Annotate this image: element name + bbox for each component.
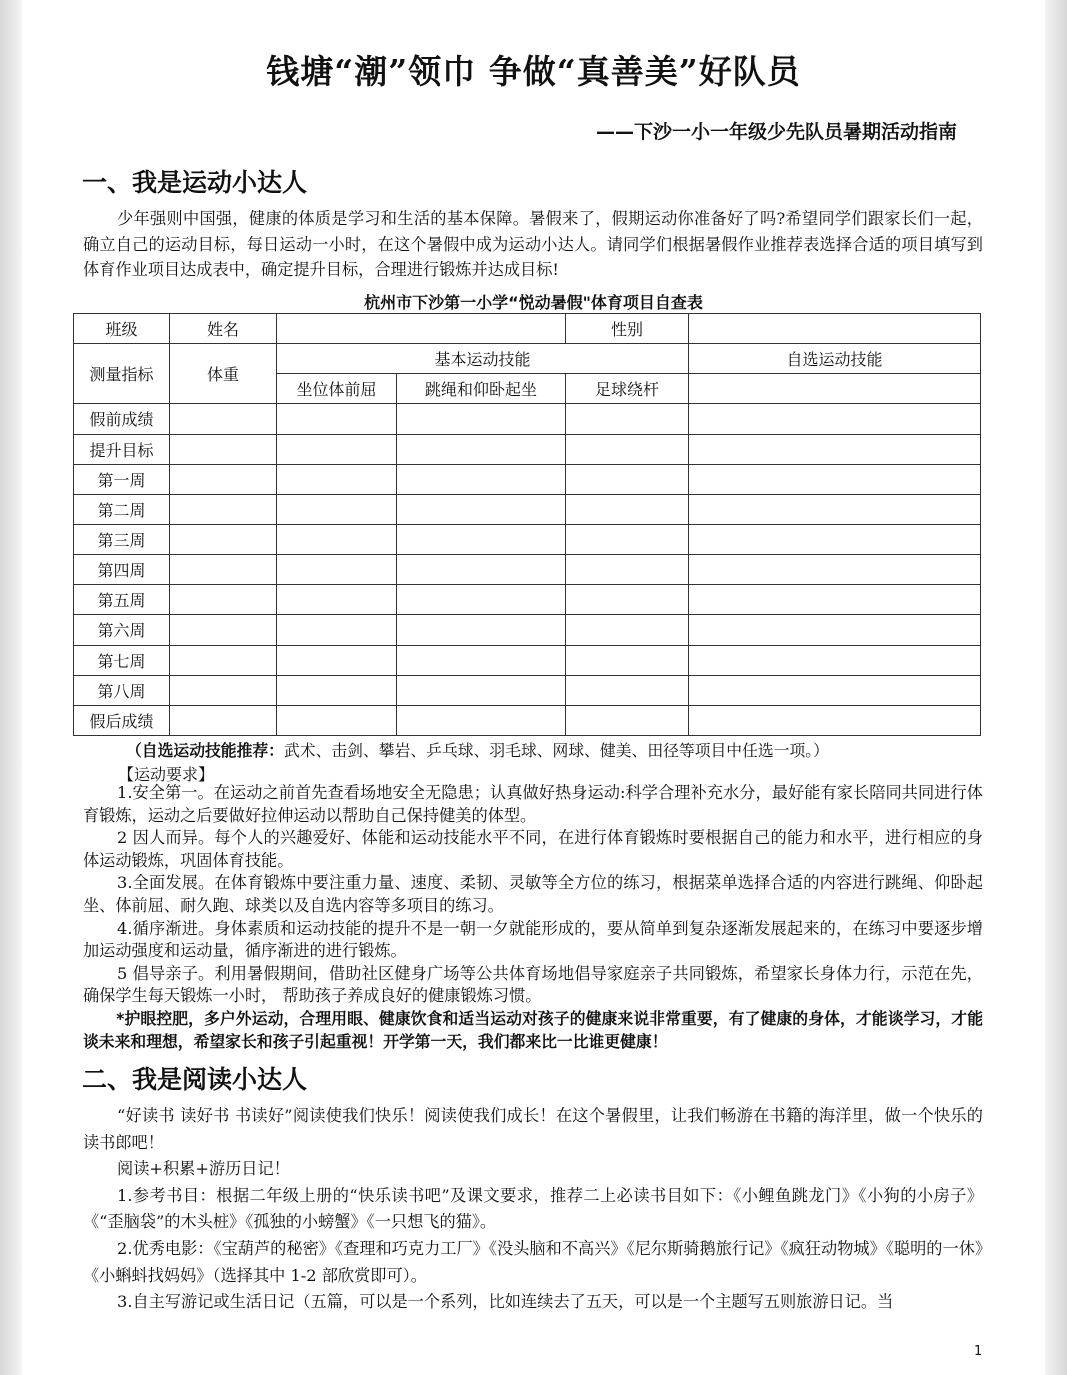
table-cell[interactable] bbox=[170, 464, 277, 494]
row-label: 第七周 bbox=[74, 645, 170, 675]
row-label: 第一周 bbox=[74, 464, 170, 494]
table-cell[interactable] bbox=[397, 524, 566, 554]
optional-skill-recommendation bbox=[126, 738, 829, 761]
table-cell[interactable] bbox=[277, 585, 397, 615]
table-cell[interactable] bbox=[566, 705, 689, 735]
table-cell[interactable] bbox=[277, 494, 397, 524]
reading-item: 3.自主写游记或生活日记（五篇，可以是一个系列，比如连续去了五天，可以是一个主题写五则旅游日记。当 bbox=[117, 1292, 894, 1312]
page-subtitle: ——下沙一小一年级少先队员暑期活动指南 bbox=[595, 121, 957, 143]
table-cell[interactable] bbox=[689, 434, 981, 464]
table-cell[interactable] bbox=[170, 675, 277, 705]
table-cell[interactable] bbox=[689, 524, 981, 554]
table-cell[interactable] bbox=[566, 645, 689, 675]
page-shadow-right bbox=[1045, 0, 1067, 1375]
table-cell[interactable] bbox=[566, 675, 689, 705]
page-number: 1 bbox=[974, 1344, 983, 1359]
table-cell[interactable] bbox=[397, 705, 566, 735]
table-cell[interactable] bbox=[397, 615, 566, 645]
optional-skills-label: 自选运动技能 bbox=[689, 344, 981, 374]
health-note: *护眼控肥，多户外运动，合理用眼、健康饮食和适当运动对孩子的健康来说非常重要，有了健康的身体，才能谈学习，才能谈未来和理想，希望家长和孩子引起重视！开学第一天，我们都来比一比谁更健康！ bbox=[83, 1008, 983, 1051]
table-cell[interactable] bbox=[170, 645, 277, 675]
table-cell[interactable] bbox=[689, 585, 981, 615]
optional-skill-cell[interactable] bbox=[689, 374, 981, 404]
table-row bbox=[74, 494, 981, 524]
table-cell[interactable] bbox=[170, 494, 277, 524]
table-row bbox=[74, 555, 981, 585]
table-cell[interactable] bbox=[566, 434, 689, 464]
table-cell[interactable] bbox=[277, 705, 397, 735]
table-row bbox=[74, 705, 981, 735]
table-cell[interactable] bbox=[566, 585, 689, 615]
table-cell[interactable] bbox=[277, 675, 397, 705]
page-shadow-left bbox=[0, 0, 22, 1375]
requirements-heading: 【运动要求】 bbox=[118, 765, 215, 784]
row-label: 提升目标 bbox=[74, 434, 170, 464]
table-cell[interactable] bbox=[689, 464, 981, 494]
table-cell[interactable] bbox=[689, 705, 981, 735]
table-cell[interactable] bbox=[689, 675, 981, 705]
table-cell[interactable] bbox=[689, 494, 981, 524]
table-cell[interactable] bbox=[397, 404, 566, 434]
table-cell[interactable] bbox=[170, 585, 277, 615]
table-cell[interactable] bbox=[566, 524, 689, 554]
table-row bbox=[74, 344, 981, 374]
document-page bbox=[22, 0, 1045, 1375]
row-label: 第四周 bbox=[74, 555, 170, 585]
requirement-item: 1.安全第一。在运动之前首先查看场地安全无隐患；认真做好热身运动:科学合理补充水分，最好能有家长陪同共同进行体育锻炼，运动之后要做好拉伸运动以帮助自己保持健美的体型。 bbox=[83, 783, 983, 825]
table-cell[interactable] bbox=[277, 404, 397, 434]
sub-header: 足球绕杆 bbox=[566, 374, 689, 404]
table-cell[interactable] bbox=[277, 464, 397, 494]
table-cell[interactable] bbox=[397, 645, 566, 675]
gender-cell[interactable] bbox=[689, 314, 981, 344]
table-cell[interactable] bbox=[277, 555, 397, 585]
table-row bbox=[74, 314, 981, 344]
name-cell[interactable] bbox=[277, 314, 566, 344]
recommend-label: （自选运动技能推荐： bbox=[126, 741, 284, 760]
table-row bbox=[74, 404, 981, 434]
table-row bbox=[74, 464, 981, 494]
section2-body bbox=[83, 1103, 983, 1316]
row-label: 第八周 bbox=[74, 675, 170, 705]
table-cell[interactable] bbox=[566, 555, 689, 585]
table-cell[interactable] bbox=[277, 524, 397, 554]
table-cell[interactable] bbox=[397, 675, 566, 705]
table-cell[interactable] bbox=[689, 615, 981, 645]
basic-skills-label: 基本运动技能 bbox=[277, 344, 689, 374]
table-row bbox=[74, 645, 981, 675]
row-label: 第五周 bbox=[74, 585, 170, 615]
page-title: 钱塘“潮”领巾 争做“真善美”好队员 bbox=[266, 52, 801, 91]
name-label: 姓名 bbox=[170, 314, 277, 344]
reading-item: 1.参考书目：根据二年级上册的“快乐读书吧”及课文要求，推荐二上必读书目如下：《小鲤鱼跳龙门》《小狗的小房子》《“歪脑袋”的木头桩》《孤独的小螃蟹》《一只想飞的猫》。 bbox=[83, 1185, 983, 1232]
table-cell[interactable] bbox=[566, 464, 689, 494]
section2-line: 阅读+积累+游历日记！ bbox=[117, 1159, 290, 1179]
table-cell[interactable] bbox=[566, 404, 689, 434]
gender-label: 性别 bbox=[566, 314, 689, 344]
table-cell[interactable] bbox=[566, 615, 689, 645]
row-label: 假后成绩 bbox=[74, 705, 170, 735]
table-cell[interactable] bbox=[689, 404, 981, 434]
table-cell[interactable] bbox=[689, 555, 981, 585]
metric-label: 测量指标 bbox=[74, 344, 170, 404]
sub-header: 跳绳和仰卧起坐 bbox=[397, 374, 566, 404]
section2-intro: “好读书 读好书 书读好”阅读使我们快乐！阅读使我们成长！在这个暑假里，让我们畅游在书籍的海洋里，做一个快乐的读书郎吧！ bbox=[83, 1106, 983, 1152]
table-cell[interactable] bbox=[277, 645, 397, 675]
recommend-text: 武术、击剑、攀岩、乒乓球、羽毛球、网球、健美、田径等项目中任选一项。） bbox=[283, 741, 829, 760]
table-cell[interactable] bbox=[170, 524, 277, 554]
requirement-item: 2 因人而异。每个人的兴趣爱好、体能和运动技能水平不同，在进行体育锻炼时要根据自己的能力和水平，进行相应的身体运动锻炼，巩固体育技能。 bbox=[83, 828, 983, 870]
table-cell[interactable] bbox=[170, 434, 277, 464]
table-row bbox=[74, 675, 981, 705]
row-label: 第六周 bbox=[74, 615, 170, 645]
section2-heading: 二、我是阅读小达人 bbox=[82, 1065, 308, 1094]
table-cell[interactable] bbox=[277, 434, 397, 464]
table-cell[interactable] bbox=[397, 494, 566, 524]
table-cell[interactable] bbox=[397, 555, 566, 585]
row-label: 第二周 bbox=[74, 494, 170, 524]
table-row bbox=[74, 615, 981, 645]
self-check-table bbox=[73, 313, 981, 736]
table-cell[interactable] bbox=[277, 615, 397, 645]
table-cell[interactable] bbox=[170, 555, 277, 585]
sub-header: 坐位体前屈 bbox=[277, 374, 397, 404]
section1-heading: 一、我是运动小达人 bbox=[82, 168, 308, 197]
table-cell[interactable] bbox=[689, 645, 981, 675]
table-row bbox=[74, 524, 981, 554]
table-cell[interactable] bbox=[397, 585, 566, 615]
class-label: 班级 bbox=[74, 314, 170, 344]
section1-intro bbox=[83, 206, 983, 283]
table-row bbox=[74, 434, 981, 464]
row-label: 第三周 bbox=[74, 524, 170, 554]
requirement-item: 4.循序渐进。身体素质和运动技能的提升不是一朝一夕就能形成的，要从简单到复杂逐渐发展起来的，在练习中要逐步增加运动强度和运动量，循序渐进的进行锻炼。 bbox=[83, 918, 983, 961]
requirement-item: 3.全面发展。在体育锻炼中要注重力量、速度、柔韧、灵敏等全方位的练习，根据菜单选择合适的内容进行跳绳、仰卧起坐、体前屈、耐久跑、球类以及自选内容等多项目的练习。 bbox=[83, 873, 983, 915]
table-caption: 杭州市下沙第一小学“悦动暑假"体育项目自查表 bbox=[364, 293, 703, 312]
table-cell[interactable] bbox=[397, 434, 566, 464]
table-row bbox=[74, 585, 981, 615]
requirement-item: 5 倡导亲子。利用暑假期间，借助社区健身广场等公共体育场地倡导家庭亲子共同锻炼，希望家长身体力行，示范在先，确保学生每天锻炼一小时， 帮助孩子养成良好的健康锻炼习惯。 bbox=[83, 963, 983, 1006]
weight-label: 体重 bbox=[170, 344, 277, 404]
table-cell[interactable] bbox=[170, 615, 277, 645]
table-cell[interactable] bbox=[170, 705, 277, 735]
table-cell[interactable] bbox=[566, 494, 689, 524]
row-label: 假前成绩 bbox=[74, 404, 170, 434]
section1-intro-text: 少年强则中国强，健康的体质是学习和生活的基本保障。暑假来了，假期运动你准备好了吗?希望同学们跟家长们一起，确立自己的运动目标，每日运动一小时，在这个暑假中成为运动小达人。请同学们根据暑假作业推荐表选择合适的项目填写到体育作业项目达成表中，确定提升目标，合理进行锻炼并达成目标! bbox=[83, 209, 983, 280]
table-cell[interactable] bbox=[397, 464, 566, 494]
table-cell[interactable] bbox=[170, 404, 277, 434]
reading-item: 2.优秀电影：《宝葫芦的秘密》《查理和巧克力工厂》《没头脑和不高兴》《尼尔斯骑鹅旅行记》《疯狂动物城》《聪明的一休》《小蝌蚪找妈妈》（选择其中 1-2 部欣赏即可）。 bbox=[83, 1238, 983, 1285]
requirements-list bbox=[83, 782, 983, 1053]
